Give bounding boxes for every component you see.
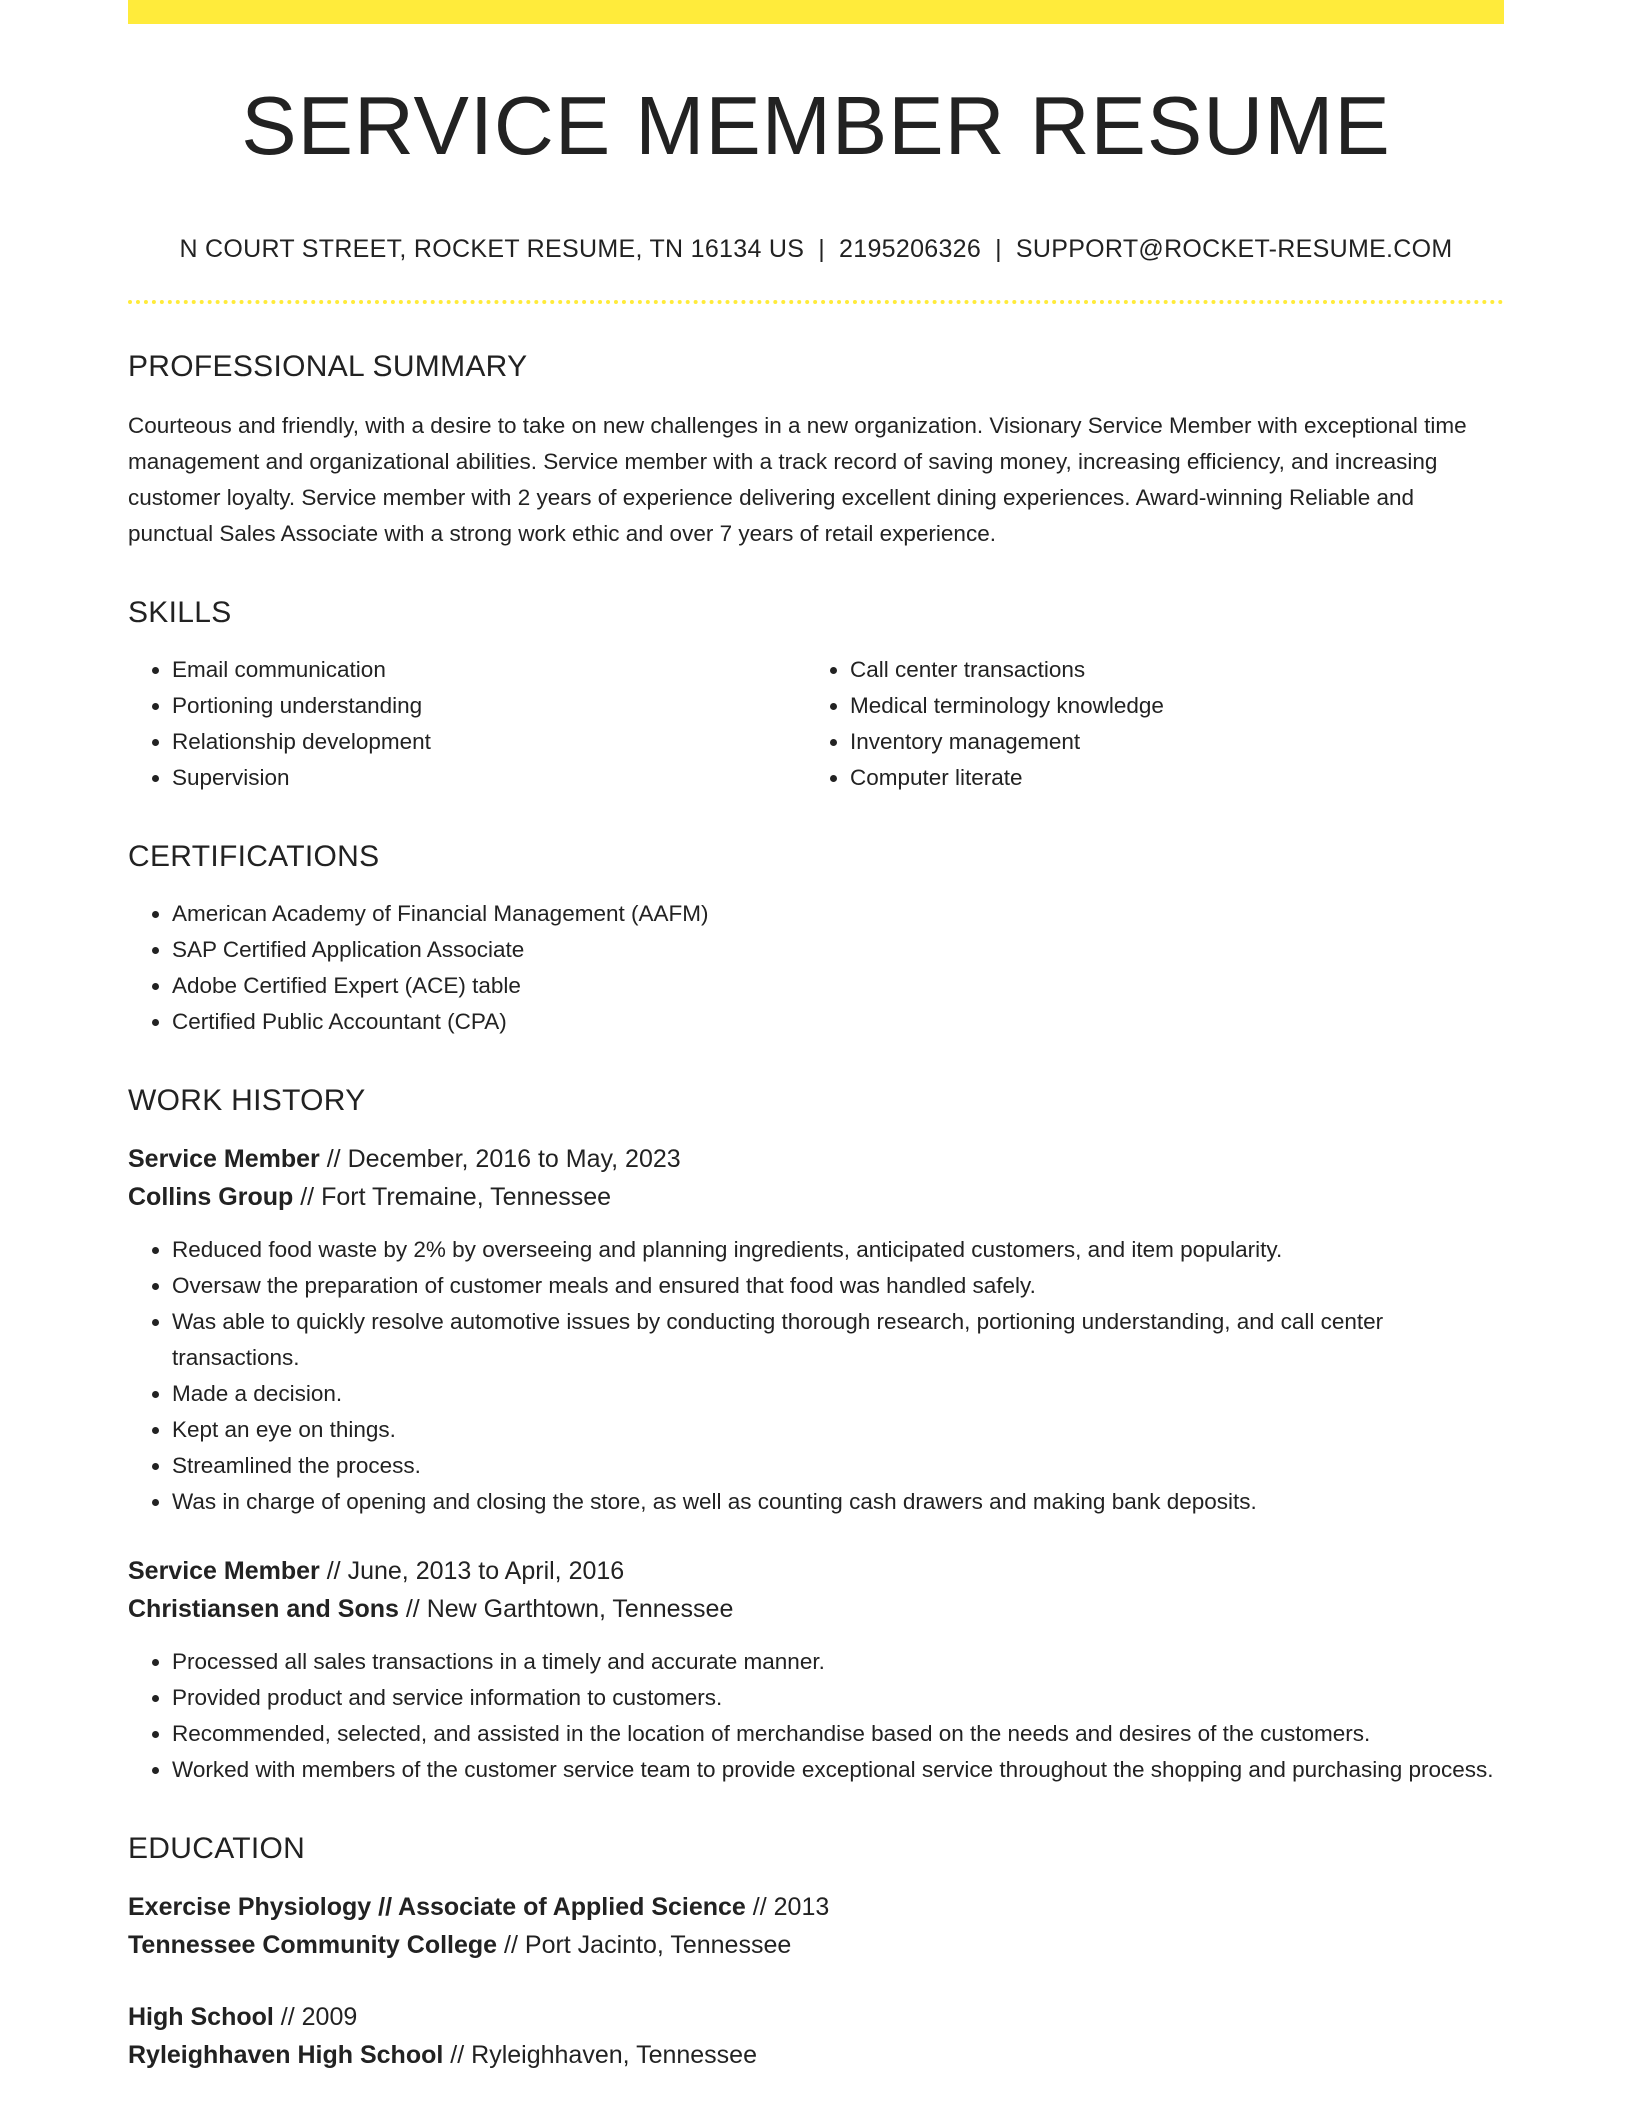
separator: // [504,1931,518,1959]
education-year: 2013 [773,1893,830,1921]
skills-section [128,598,1504,796]
work-history-heading: WORK HISTORY [128,1084,366,1117]
separator: // [326,1557,341,1585]
education-degree: Exercise Physiology // Associate of Applied Science [128,1893,746,1921]
skills-grid [128,652,1504,796]
job-duty: • Recommended, selected, and assisted in the location of merchandise based on the needs and desires of the customers. [172,1716,1504,1752]
certification-item: • Certified Public Accountant (CPA) [172,1004,1504,1040]
education-degree-line [128,1998,1504,2036]
education-school: Ryleighhaven High School [128,2041,444,2069]
job-location: Fort Tremaine, Tennessee [321,1183,612,1211]
certifications-heading: CERTIFICATIONS [128,840,380,873]
skill-item: • Call center transactions [850,652,1484,688]
job-entry [128,1552,1504,1788]
job-dates: June, 2013 to April, 2016 [347,1557,625,1585]
job-duty: • Provided product and service information to customers. [172,1680,1504,1716]
certification-item: • American Academy of Financial Management (AAFM) [172,896,1504,932]
education-school-line [128,1926,1504,1964]
job-title-line [128,1140,1504,1178]
job-dates: December, 2016 to May, 2023 [347,1145,681,1173]
job-company: Collins Group [128,1183,294,1211]
education-entry [128,1888,1504,1964]
job-duty: • Was in charge of opening and closing the store, as well as counting cash drawers and making bank deposits. [172,1484,1504,1520]
skill-item: • Email communication [172,652,806,688]
resume-title: SERVICE MEMBER RESUME [241,79,1391,172]
contact-separator: | [818,235,826,263]
job-company: Christiansen and Sons [128,1595,399,1623]
education-location: Port Jacinto, Tennessee [524,1931,792,1959]
skills-list-left [128,652,806,796]
contact-phone: 2195206326 [839,235,982,263]
job-duties-list [128,1232,1504,1520]
skills-list-right [806,652,1484,796]
job-entry [128,1140,1504,1520]
skill-item: • Portioning understanding [172,688,806,724]
job-duty: • Was able to quickly resolve automotive issues by conducting thorough research, portioning understanding, and call center transactions. [172,1304,1504,1376]
separator: // [326,1145,341,1173]
certifications-list [128,896,1504,1040]
separator: // [405,1595,420,1623]
resume-page [128,0,1504,2074]
accent-top-bar [128,0,1504,24]
job-title: Service Member [128,1557,320,1585]
skill-item: • Inventory management [850,724,1484,760]
summary-heading: PROFESSIONAL SUMMARY [128,350,528,383]
education-degree: High School [128,2003,274,2031]
job-title: Service Member [128,1145,320,1173]
job-duty: • Streamlined the process. [172,1448,1504,1484]
skill-item: • Relationship development [172,724,806,760]
separator: // [450,2041,465,2069]
job-duty: • Worked with members of the customer service team to provide exceptional service throughout the shopping and purchasing process. [172,1752,1504,1788]
contact-separator: | [995,235,1002,263]
job-duty: • Oversaw the preparation of customer meals and ensured that food was handled safely. [172,1268,1504,1304]
certification-item: • SAP Certified Application Associate [172,932,1504,968]
education-school-line [128,2036,1504,2074]
education-heading: EDUCATION [128,1832,306,1865]
job-title-line [128,1552,1504,1590]
contact-email: SUPPORT@ROCKET-RESUME.COM [1015,235,1453,263]
skill-item: • Medical terminology knowledge [850,688,1484,724]
skill-item: • Computer literate [850,760,1484,796]
job-company-line [128,1178,1504,1216]
separator: // [300,1183,315,1211]
certifications-section [128,842,1504,1040]
skill-item: • Supervision [172,760,806,796]
job-duty: • Made a decision. [172,1376,1504,1412]
separator: // [752,1893,767,1921]
summary-section [128,352,1504,552]
separator: // [280,2003,295,2031]
education-location: Ryleighhaven, Tennessee [471,2041,757,2069]
education-section [128,1834,1504,2074]
dotted-divider [128,300,1504,304]
contact-address: N COURT STREET, ROCKET RESUME, TN 16134 US [179,235,805,263]
job-location: New Garthtown, Tennessee [426,1595,734,1623]
education-entry [128,1998,1504,2074]
work-history-section [128,1086,1504,1788]
job-duties-list [128,1644,1504,1788]
job-company-line [128,1590,1504,1628]
education-year: 2009 [301,2003,358,2031]
job-duty: • Kept an eye on things. [172,1412,1504,1448]
education-degree-line [128,1888,1504,1926]
job-duty: • Reduced food waste by 2% by overseeing and planning ingredients, anticipated customers, and item popularity. [172,1232,1504,1268]
contact-line [128,237,1504,262]
education-school: Tennessee Community College [128,1931,498,1959]
job-duty: • Processed all sales transactions in a timely and accurate manner. [172,1644,1504,1680]
summary-text: Courteous and friendly, with a desire to take on new challenges in a new organization. Visionary Service Member with exceptional time management and organizational abilities. Service member with a track record of saving money, increasing efficiency, and increasing customer loyalty. Service member with 2 years of experience delivering excellent dining experiences. Award-winning Reliable and punctual Sales Associate with a strong work ethic and over 7 years of retail experience. [128,413,1467,546]
skills-heading: SKILLS [128,596,232,629]
certification-item: • Adobe Certified Expert (ACE) table [172,968,1504,1004]
